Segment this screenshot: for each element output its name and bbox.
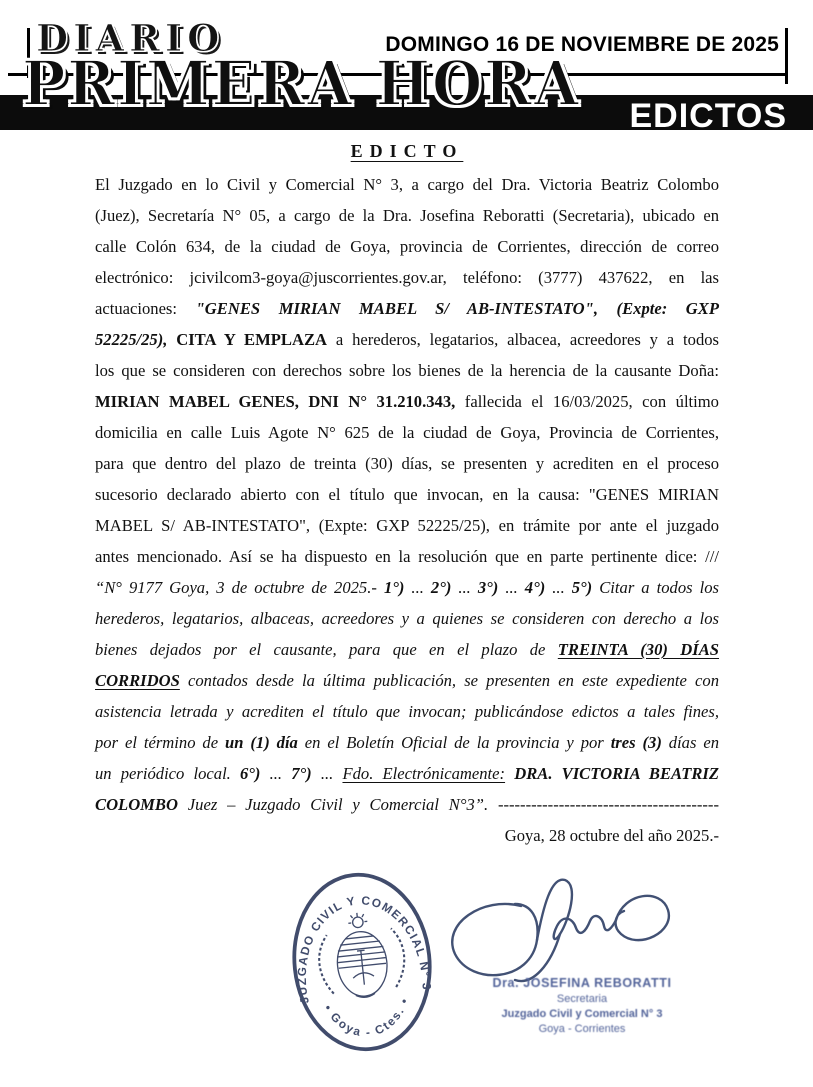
text-segment: (Juez), Secretaría N° 05, a cargo de la Dra. Josefina Reboratti (Secretaria), ubicado en <box>95 206 719 225</box>
secretary-role: Secretaria <box>556 993 608 1005</box>
edict-line <box>95 324 719 355</box>
text-segment <box>505 764 514 783</box>
text-segment: “N° 9177 Goya, 3 de octubre de 2025.- <box>95 578 384 597</box>
text-segment: El Juzgado en lo Civil y Comercial N° 3, a cargo del Dra. Victoria Beatriz Colombo <box>95 175 719 194</box>
text-segment: un (1) día <box>225 733 298 752</box>
text-segment: calle Colón 634, de la ciudad de Goya, provincia de Corrientes, dirección de correo <box>95 237 719 256</box>
text-segment: 3°) <box>477 578 499 597</box>
text-segment: para que dentro del plazo de treinta (30) días, se presenten y acrediten en el proceso <box>95 454 719 473</box>
edict-line <box>95 820 719 851</box>
text-segment: contados desde la última publicación, se presenten en este expediente con <box>179 671 719 690</box>
text-segment: MABEL S/ AB-INTESTATO", (Expte: GXP 52225/25), en trámite por ante el juzgado <box>95 516 719 535</box>
edict-line <box>95 479 719 510</box>
text-segment: CORRIDOS <box>95 671 180 690</box>
text-segment: 1°) <box>383 578 405 597</box>
edict-line <box>95 231 719 262</box>
edict-line <box>95 169 719 200</box>
text-segment: COLOMBO <box>95 795 178 814</box>
text-segment: sucesorio declarado abierto con el título que invocan, en la causa: "GENES MIRIAN <box>95 485 719 504</box>
seal-text-top: JUZGADO CIVIL Y COMERCIAL N° 3 <box>294 893 434 1006</box>
text-segment: por el término de <box>95 733 225 752</box>
masthead <box>0 0 813 132</box>
text-segment: Fdo. Electrónicamente: <box>342 764 506 783</box>
text-segment: 2°) <box>430 578 452 597</box>
text-segment: herederos, legatarios, albaceas, acreedores y a quienes se consideren con derecho a los <box>95 609 719 628</box>
text-segment: bienes dejados por el causante, para que en el plazo de <box>95 640 558 659</box>
text-segment: ---------------------------------------- <box>497 795 719 814</box>
edict-line <box>95 634 719 665</box>
text-segment: ... <box>260 764 292 783</box>
edict-line <box>95 727 719 758</box>
newspaper-title: PRIMERA HORA <box>22 47 581 120</box>
text-segment: tres (3) <box>610 733 662 752</box>
text-segment <box>167 330 176 349</box>
edict-line <box>95 417 719 448</box>
text-segment: Juez – Juzgado Civil y Comercial N°3”. <box>177 795 498 814</box>
text-segment: los que se consideren con derechos sobre los bienes de la herencia de la causante Doña: <box>95 361 719 380</box>
text-segment: ... <box>311 764 343 783</box>
text-segment: ... <box>404 578 431 597</box>
edict-line <box>95 355 719 386</box>
text-segment: Citar a todos los <box>592 578 719 597</box>
text-segment: MIRIAN MABEL GENES, DNI N° 31.210.343, <box>95 392 456 411</box>
text-segment: un periódico local. <box>95 764 240 783</box>
newspaper-name: DIARIO <box>36 16 225 60</box>
text-segment: asistencia letrada y acrediten el título que invocan; publicándose edictos a tales fines, <box>95 702 719 721</box>
edict-line <box>95 603 719 634</box>
text-segment: electrónico: jcivilcom3-goya@juscorrientes.gov.ar, teléfono: (3777) 437622, en las <box>95 268 719 287</box>
masthead-date: DOMINGO 16 DE NOVIEMBRE DE 2025 <box>385 33 779 56</box>
coat-of-arms-icon <box>315 908 408 1001</box>
text-segment: 4°) <box>524 578 546 597</box>
text-segment: TREINTA (30) DÍAS <box>557 640 720 659</box>
edict-line <box>95 696 719 727</box>
signature-block <box>462 975 702 1037</box>
text-segment: en el Boletín Oficial de la provincia y por <box>297 733 611 752</box>
edict-body <box>95 169 719 851</box>
text-segment: a herederos, legatarios, albacea, acreedores y a todos <box>327 330 719 349</box>
text-segment: días en <box>661 733 720 752</box>
edict-title: EDICTO <box>350 141 464 161</box>
edict-document <box>95 141 719 851</box>
edict-line <box>95 665 719 696</box>
edict-line <box>95 200 719 231</box>
edict-line <box>95 789 719 820</box>
edict-line <box>95 448 719 479</box>
text-segment: Goya, 28 octubre del año 2025.- <box>504 826 719 845</box>
text-segment: ... <box>498 578 525 597</box>
section-label: EDICTOS <box>629 97 787 130</box>
secretary-office: Juzgado Civil y Comercial N° 3 <box>501 1008 663 1020</box>
edict-line <box>95 758 719 789</box>
seal-text-bottom: • Goya - Ctes. • <box>320 994 413 1040</box>
court-seal-stamp <box>276 857 448 1068</box>
court-seal-svg <box>276 857 448 1068</box>
text-segment: 5°) <box>571 578 593 597</box>
text-segment: 6°) <box>240 764 261 783</box>
edict-line <box>95 541 719 572</box>
edict-line <box>95 386 719 417</box>
text-segment: CITA Y EMPLAZA <box>176 330 328 349</box>
text-segment: DRA. VICTORIA BEATRIZ <box>514 764 719 783</box>
text-segment: actuaciones: <box>95 299 196 318</box>
edict-line <box>95 572 719 603</box>
text-segment: ... <box>451 578 478 597</box>
edict-line <box>95 293 719 324</box>
text-segment: 52225/25), <box>95 330 168 349</box>
text-segment: "GENES MIRIAN MABEL S/ AB-INTESTATO", (Expte: GXP <box>195 299 719 318</box>
text-segment: 7°) <box>291 764 312 783</box>
text-segment: fallecida el 16/03/2025, con último <box>455 392 719 411</box>
edict-line <box>95 510 719 541</box>
edict-line <box>95 262 719 293</box>
text-segment: antes mencionado. Así se ha dispuesto en la resolución que en parte pertinente dice: /// <box>95 547 719 566</box>
secretary-location: Goya - Corrientes <box>538 1023 626 1035</box>
text-segment: ... <box>545 578 572 597</box>
text-segment: domicilia en calle Luis Agote N° 625 de la ciudad de Goya, Provincia de Corrientes, <box>95 423 719 442</box>
secretary-name: Dra. JOSEFINA REBORATTI <box>492 976 672 990</box>
